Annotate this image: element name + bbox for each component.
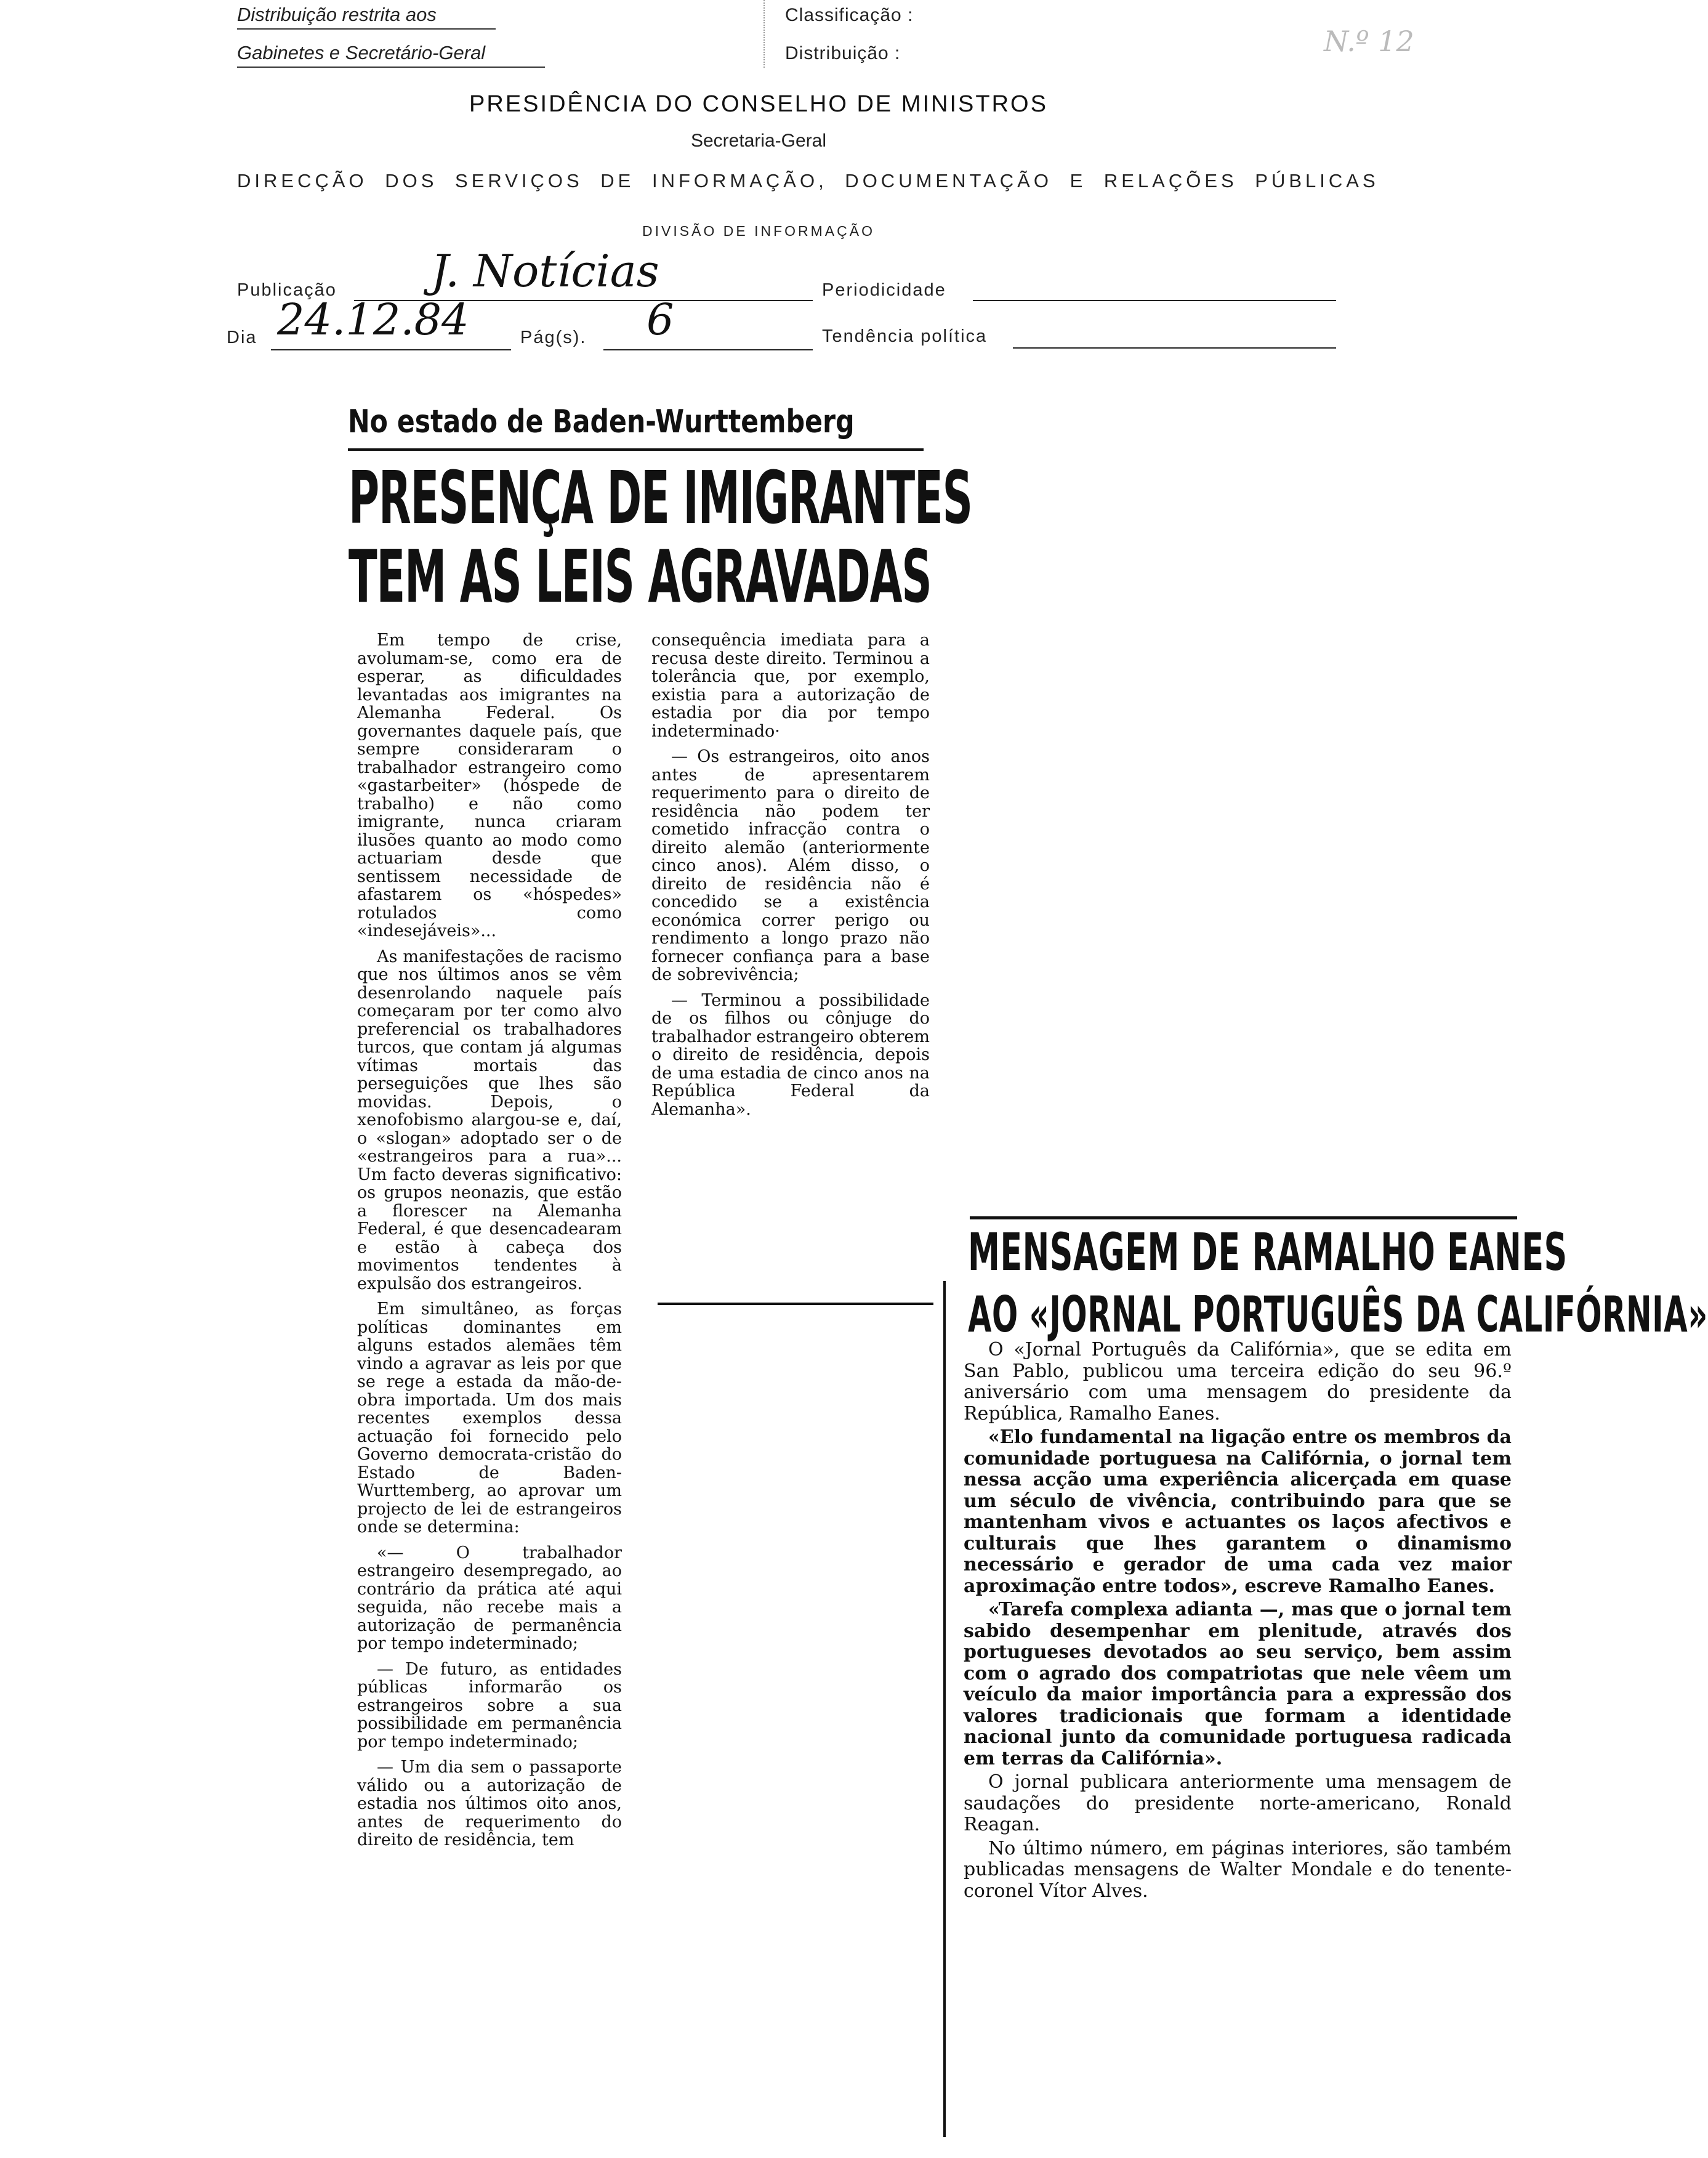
- article2-headline-line2: AO «JORNAL PORTUGUÊS DA CALIFÓRNIA»: [968, 1286, 1708, 1343]
- article1-col1-para6: — Um dia sem o passaporte válido ou a autorização de estadia nos últimos oito anos, antes de requerimento do direito de residência, tem: [357, 1758, 622, 1849]
- article2-body: [964, 1340, 1512, 1904]
- periodicity-line: [973, 300, 1336, 301]
- article2-para1: O «Jornal Português da Califórnia», que se edita em San Pablo, publicou uma terceira edição do seu 96.º aniversário com uma mensagem do presidente da República, Ramalho Eanes.: [964, 1339, 1512, 1425]
- article1-headline-line1: PRESENÇA DE IMIGRANTES: [348, 455, 972, 540]
- article1-column1: [357, 631, 622, 1857]
- header-divider: [763, 0, 765, 68]
- pages-label: Pág(s).: [520, 328, 587, 347]
- article1-kicker: No estado de Baden-Wurttemberg: [348, 403, 855, 440]
- division-title: DIVISÃO DE INFORMAÇÃO: [642, 223, 875, 239]
- restricted-distribution-line2: Gabinetes e Secretário-Geral: [237, 42, 545, 68]
- article1-col2-para2: — Os estrangeiros, oito anos antes de apresentarem requerimento para o direito de residência não podem ter cometido infracção contra o direito alemão (anteriormente cinco anos). Além disso, o direito de residência não é concedido se a existência económica correr perigo ou rendimento a longo prazo não fornecer confiança para a base de sobrevivência;: [651, 747, 930, 984]
- article1-col1-para2: As manifestações de racismo que nos últimos anos se vêm desenrolando naquele país começaram por ter como alvo preferencial os trabalhadores turcos, que contam já algumas vítimas mortais das perseguições que lhes são movidas. Depois, o xenofobismo alargou-se e, daí, o «slogan» adoptado ser o de «estrangeiros para a rua»... Um facto deveras significativo: os grupos neonazis, que estão a florescer na Alemanha Federal, é que desencadearam e estão à cabeça dos movimentos tendentes à expulsão dos estrangeiros.: [357, 947, 622, 1293]
- article1-col1-para5: — De futuro, as entidades públicas informarão os estrangeiros sobre a sua possibilidade em permanência por tempo indeterminado;: [357, 1659, 622, 1752]
- pages-line: [603, 349, 813, 350]
- article2-top-rule: [970, 1216, 1517, 1219]
- org-subtitle: Secretaria-Geral: [690, 131, 827, 151]
- article2-para5: No último número, em páginas interiores, são também publicadas mensagens de Walter Mondale e do tenente-coronel Vítor Alves.: [964, 1837, 1512, 1902]
- article2-headline-line1: MENSAGEM DE RAMALHO EANES: [968, 1222, 1568, 1282]
- restricted-distribution-line1: Distribuição restrita aos: [237, 4, 496, 30]
- article1-column2: [651, 631, 930, 1126]
- publication-handwritten: J. Notícias: [431, 245, 659, 297]
- kicker-rule: [348, 448, 924, 451]
- periodicity-label: Periodicidade: [822, 280, 946, 300]
- tendency-label: Tendência política: [822, 326, 988, 346]
- article2-para3: «Tarefa complexa adianta —, mas que o jornal tem sabido desempenhar em plenitude, através dos portugueses devotados ao seu serviço, bem assim com o agrado dos compatriotas que nele vêem um veículo da maior importância para a expressão dos valores tradicionais que formam a identidade nacional junto da comunidade portuguesa radicada em terras da Califórnia».: [964, 1599, 1512, 1769]
- day-line: [271, 349, 511, 350]
- article1-col1-para1: Em tempo de crise, avolumam-se, como era de esperar, as dificuldades levantadas aos imigrantes na Alemanha Federal. Os governantes daquele país, que sempre consideraram o trabalhador estrangeiro como «gastarbeiter» (hóspede de trabalho) e não como imigrante, nunca criaram ilusões quanto ao modo como actuariam desde que sentissem necessidade de afastarem os «hóspedes» rotulados como «indesejáveis»...: [357, 631, 622, 940]
- distribution-label: Distribuição :: [785, 43, 901, 63]
- org-title: PRESIDÊNCIA DO CONSELHO DE MINISTROS: [469, 91, 1048, 117]
- tendency-line: [1013, 347, 1336, 349]
- article1-col1-para4: «— O trabalhador estrangeiro desempregado, ao contrário da prática até aqui seguida, não recebe mais a autorização de permanência por tempo indeterminado;: [357, 1543, 622, 1653]
- corner-stamp-number: N.º 12: [1324, 25, 1414, 58]
- article2-para4: O jornal publicara anteriormente uma mensagem de saudações do presidente norte-americano, Ronald Reagan.: [964, 1771, 1512, 1835]
- pages-handwritten: 6: [647, 294, 674, 345]
- article2-para2: «Elo fundamental na ligação entre os membros da comunidade portuguesa na Califórnia, o jornal tem nessa acção uma experiência alicerçada em quase um século de vivência, contribuindo para que se mantenham vivos e actuantes os laços afectivos e culturais que lhes garantem o dinamismo necessário e gerador de uma cada vez maior aproximação entre todos», escreve Ramalho Eanes.: [964, 1426, 1512, 1597]
- article1-col1-para3: Em simultâneo, as forças políticas dominantes em alguns estados alemães têm vindo a agravar as leis por que se rege a estada da mão-de-obra importada. Um dos mais recentes exemplos dessa actuação foi fornecido pelo Governo democrata-cristão do Estado de Baden-Wurttemberg, ao aprovar um projecto de lei de estrangeiros onde se determina:: [357, 1299, 622, 1537]
- article1-col2-para1: consequência imediata para a recusa deste direito. Terminou a tolerância que, por exemplo, existia para a autorização de estadia por dia por tempo indeterminado·: [651, 631, 930, 741]
- article1-headline-line2: TEM AS LEIS AGRAVADAS: [348, 534, 932, 619]
- day-label: Dia: [227, 328, 257, 347]
- classification-label: Classificação :: [785, 5, 914, 25]
- publication-label: Publicação: [237, 280, 337, 300]
- article1-end-rule: [658, 1303, 933, 1305]
- article1-col2-para3: — Terminou a possibilidade de os filhos ou cônjuge do trabalhador estrangeiro obterem o direito de residência, depois de uma estadia de cinco anos na República Federal da Alemanha».: [651, 990, 930, 1119]
- article2-left-rule: [943, 1281, 946, 2137]
- directorate-title: DIRECÇÃO DOS SERVIÇOS DE INFORMAÇÃO, DOCUMENTAÇÃO E RELAÇÕES PÚBLICAS: [237, 170, 1379, 192]
- day-handwritten: 24.12.84: [277, 294, 469, 345]
